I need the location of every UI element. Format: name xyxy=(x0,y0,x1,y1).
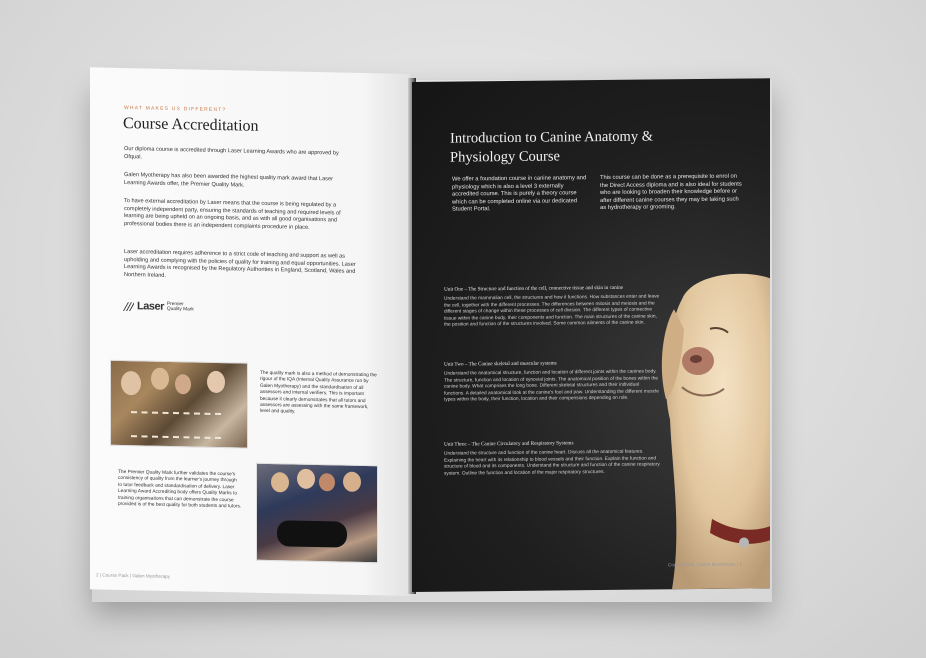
right-page-footer: Course Pack | Galen Myotherapy | 3 xyxy=(668,561,742,568)
students-practical-photo xyxy=(256,463,378,564)
classroom-skeleton-photo xyxy=(110,360,248,449)
section-kicker: WHAT MAKES US DIFFERENT? xyxy=(124,105,227,114)
photo-figure xyxy=(343,472,361,492)
premier-quality-caption: The Premier Quality Mark further validates the course's consistency of quality from the learner's journey through to tutor feedback and standardisation of delivery. Laser Learning Award Accrediting body offers Quality Marks to training organisations that can demonstrate the course provided is of the best quality for both students and tutors. xyxy=(118,469,242,510)
unit-three-heading: Unit Three – The Canine Circulatory and Respiratory Systems xyxy=(444,440,574,448)
dog-in-photo xyxy=(277,520,347,547)
brochure-spread xyxy=(90,74,770,596)
dog-skeleton-model xyxy=(131,411,221,439)
unit-two-body: Understand the anatomical structure, function and location of different joints within the canines body. The structure, function and location of synovial joints. The anatomical position of the bones within the canine body. What comprises the long bone. Different skeletal structures and their individual functions. A detailed anatomical look at the canine's foot and paw. Understanding the different muscle types within the body, their function, location and their compensions depending on role. xyxy=(444,369,659,404)
photo-figure xyxy=(271,472,289,492)
paragraph-laser-requirements: Laser accreditation requires adherence to a strict code of teaching and support as well as upholding and complying with the policies of quality for training and equal opportunities. Laser Learning Awards is recognised by the Regulatory Authorities in England, Scotland, Wales and Northern Ireland. xyxy=(124,249,356,279)
paragraph-ofqual: Our diploma course is accredited through Laser Learning Awards who are approved by Ofqual. xyxy=(124,146,339,160)
quality-mark-caption: The quality mark is also a method of demonstrating the rigour of the IQA (Internal Quality Assurance run by Galen Myotherapy) and the standardisation of all assessors and internal verifiers. This is important because it clearly demonstrates that all tutors and assessors are assessing with the same framework, level and quality. xyxy=(260,370,377,416)
logo-line-2: Quality Mark xyxy=(166,306,194,313)
photo-figure xyxy=(297,469,315,489)
course-title: Introduction to Canine Anatomy & Physiology Course xyxy=(450,128,653,166)
intro-left-paragraph: We offer a foundation course in canine anatomy and physiology which is also a level 3 externally accredited course. This is purely a theory course which can be completed online via our dedicated Student Portal. xyxy=(452,175,587,213)
photo-figure xyxy=(121,371,141,395)
logo-line-1: Premier xyxy=(166,301,184,307)
unit-one-heading: Unit One – The Structure and function of the cell, connective tissue and skin in canine xyxy=(444,284,624,293)
photo-figure xyxy=(207,371,225,393)
paragraph-quality-mark: Galen Myotherapy has also been awarded the highest quality mark award that Laser Learning Awards offer, the Premier Quality Mark. xyxy=(124,172,333,189)
left-page-footer: 2 | Course Pack | Galen Myotherapy xyxy=(96,572,170,579)
logo-wordmark: Laser xyxy=(137,300,164,313)
laser-logo xyxy=(123,300,194,313)
page-title: Course Accreditation xyxy=(123,114,259,135)
left-page xyxy=(90,67,410,596)
right-page xyxy=(412,78,770,592)
photo-figure xyxy=(151,368,169,390)
photo-figure xyxy=(319,473,335,491)
intro-right-paragraph: This course can be done as a prerequisite to enrol on the Direct Access diploma and is also ideal for students who are looking to broaden their knowledge before or after different canine courses they may be taking such as hydrotherapy or grooming. xyxy=(600,173,742,212)
unit-three-body: Understand the structure and function of the canine heart. Discuss all the anatomical features. Explaining the heart with its relationship to blood vessels and their function. Explain the function and structure of blood and its components. Understand the structure and function of the canine respiratory system. Outline the function and location of the major respiratory structures. xyxy=(444,449,660,477)
laser-stripes-icon xyxy=(123,301,134,310)
unit-two-heading: Unit Two – The Canine skeletal and muscular systems xyxy=(444,360,557,368)
unit-one-body: Understand the mammalian cell, the structures and how it functions. How substances enter and leave the cell, together with the different processes. The differences between mitosis and meiosis and the different stages of change within these processes of cell division. The different types of connective tissue within the canine body, their components and function. The main structures of the canine skin, the position and function of the structures involved. Some common ailments of the canine skin. xyxy=(444,294,660,329)
photo-figure xyxy=(175,374,191,394)
logo-subtitle xyxy=(167,302,194,313)
labrador-dog-image xyxy=(652,268,770,589)
paragraph-external-accreditation: To have external accreditation by Laser means that the course is being regulated by a completely independent party, ensuring the standards of teaching and required levels of learning are being upheld on an ongoing basis, and as with all good organisations and professional bodies there is an independent complaints procedure in place. xyxy=(124,198,341,231)
